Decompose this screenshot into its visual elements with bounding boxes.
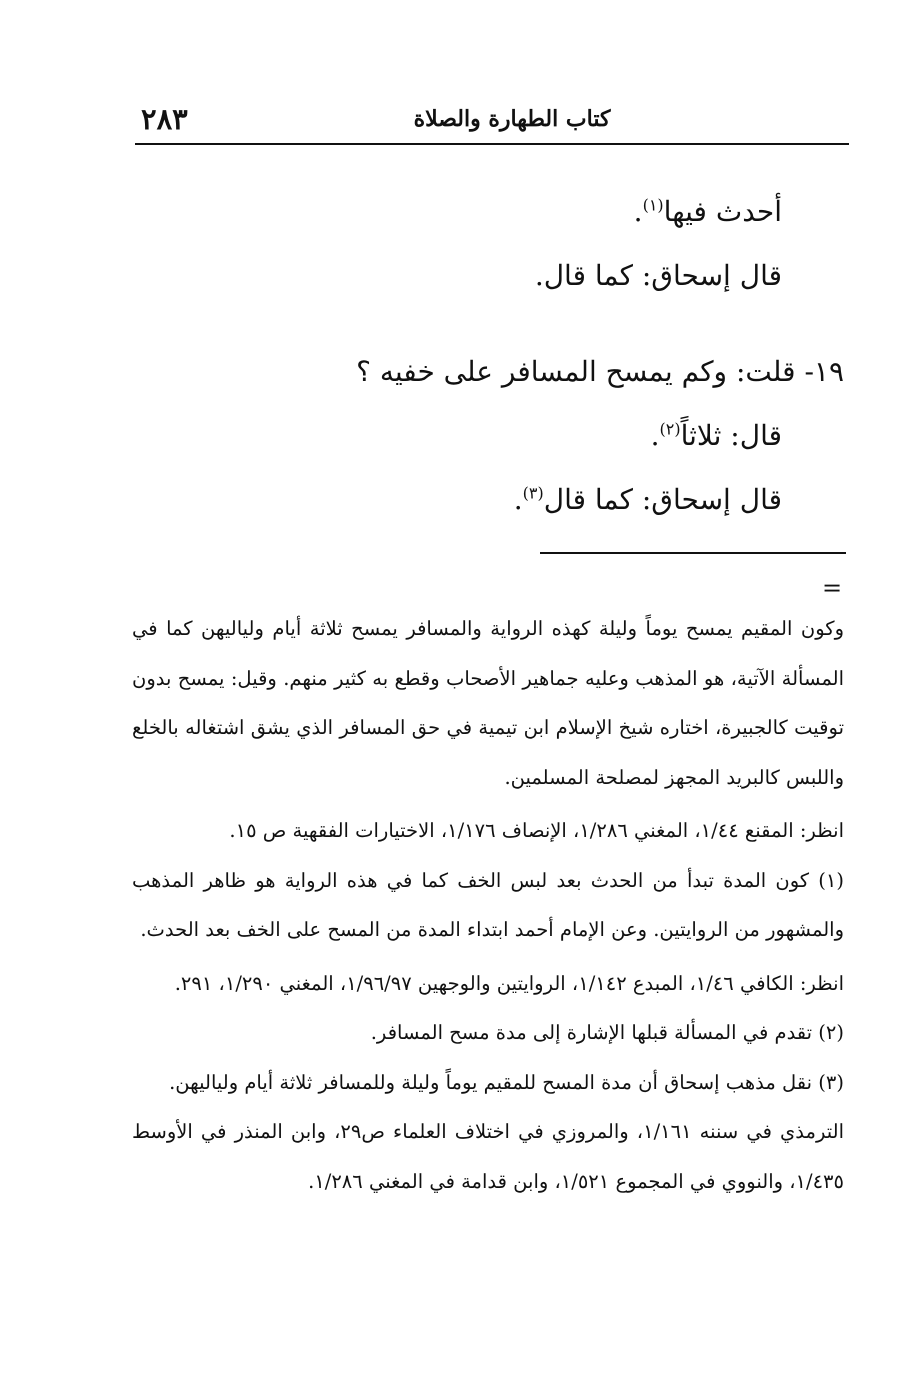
page-number: ٢٨٣ [141,102,188,136]
main-line-1-end: . [633,195,643,228]
ishaq-line [144,468,844,532]
ishaq-text: قال إسحاق: كما قال [543,483,782,516]
footnote-continuation-refs: انظر: المقنع ١/٤٤، المغني ١/٢٨٦، الإنصاف ١/١٧٦، الاختيارات الفقهية ص ١٥. [229,819,844,842]
paragraph-gap [144,308,844,340]
footnotes [132,604,844,1206]
header-rule [135,143,849,145]
footnote-ref-1: (١) [642,195,664,215]
footnote-3: (٣) نقل مذهب إسحاق أن مدة المسح للمقيم يوماً وليلة وللمسافر ثلاثة أيام ولياليهن. [169,1070,844,1094]
footnote-separator [540,552,846,554]
footnote-ref-2: (٢) [659,419,681,439]
answer-end: . [650,419,660,452]
running-title: كتاب الطهارة والصلاة [413,106,611,132]
footnote-1-refs: انظر: الكافي ١/٤٦، المبدع ١/١٤٢، الروايتين والوجهين ١/٩٦/٩٧، المغني ١/٢٩٠، ٢٩١. [174,971,844,995]
continuation-mark: = [822,574,843,602]
page-header [135,100,849,146]
question-19 [144,340,844,404]
ishaq-end: . [513,483,523,516]
footnote-continuation: وكون المقيم يمسح يوماً وليلة كهذه الرواية والمسافر يمسح ثلاثة أيام ولياليهن كما في المسألة الآتية، هو المذهب وعليه جماهير الأصحاب وقطع به كثير منهم. وقيل: يمسح بدون توقيت كالجبيرة، اختاره شيخ الإسلام ابن تيمية في حق المسافر الذي يشق اشتغاله بالخلع واللبس كالبريد المجهز لمصلحة المسلمين. [132,617,844,789]
question-number: ١٩- [795,355,844,388]
answer-text: قال: ثلاثاً [680,419,782,452]
main-text [144,180,844,532]
footnote-1: (١) كون المدة تبدأ من الحدث بعد لبس الخف كما في هذه الرواية هو ظاهر المذهب والمشهور من الروايتين. وعن الإمام أحمد ابتداء المدة من المسح على الخف بعد الحدث. [132,868,844,941]
footnote-2: (٢) تقدم في المسألة قبلها الإشارة إلى مدة مسح المسافر. [370,1021,844,1044]
footnote-ref-3: (٣) [522,483,544,503]
main-line-1-text: أحدث فيها [663,195,782,228]
question-text: قلت: وكم يمسح المسافر على خفيه ؟ [356,355,796,388]
answer-line [144,404,844,468]
main-line-1 [144,180,844,244]
footnote-3-refs: الترمذي في سننه ١/١٦١، والمروزي في اختلاف العلماء ص٢٩، وابن المنذر في الأوسط ١/٤٣٥، والنووي في المجموع ١/٥٢١، وابن قدامة في المغني ١/٢٨٦. [132,1120,844,1193]
main-line-2: قال إسحاق: كما قال. [534,259,782,292]
